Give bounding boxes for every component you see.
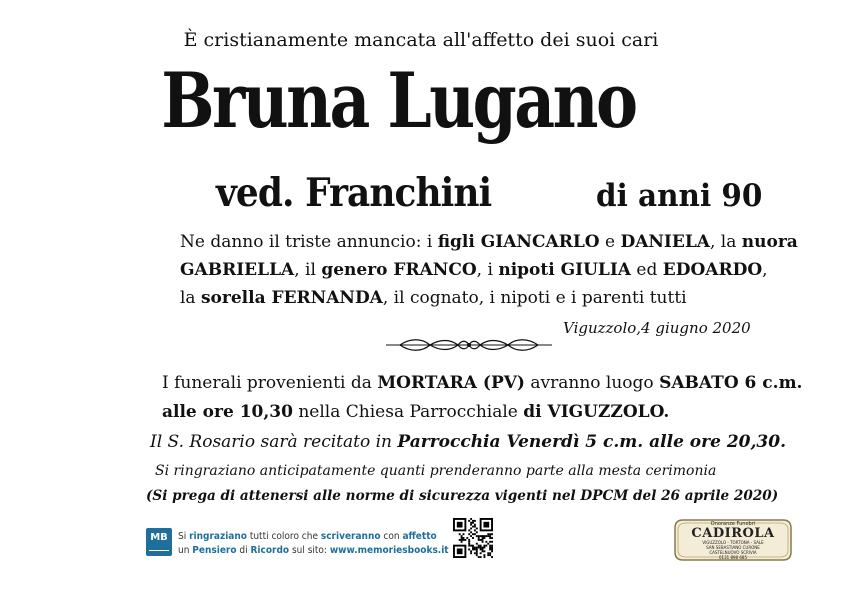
bold-text: di VIGUZZOLO. [523, 402, 670, 422]
bold-text: SABATO 6 c.m. [659, 373, 803, 393]
funeral-home-line: 0131 898 685 [719, 555, 747, 560]
text: tutti coloro che [246, 531, 321, 542]
bold-text: nipoti GIULIA [498, 260, 631, 280]
bold-text: Parrocchia Venerdì 5 c.m. alle ore 20,30. [397, 432, 786, 452]
text: Il S. Rosario sarà recitato in [150, 432, 398, 452]
highlight-text: Pensiero [192, 545, 237, 556]
announcement-line [180, 228, 798, 256]
text: di [236, 545, 251, 556]
ornament-divider [386, 337, 552, 353]
bold-text: MORTARA (PV) [377, 373, 525, 393]
age: di anni 90 [596, 178, 763, 214]
text: Ne danno il triste annuncio: i [180, 232, 438, 252]
bold-text: DANIELA [620, 232, 710, 252]
intro-line: È cristianamente mancata all'affetto dei suoi cari [183, 29, 659, 51]
text: , il cognato, i nipoti e i parenti tutti [382, 288, 687, 308]
memories-line [178, 530, 449, 544]
text: un [178, 545, 193, 556]
funeral-line [162, 398, 802, 427]
memories-logo [146, 528, 172, 556]
bold-text: alle ore 10,30 [162, 402, 293, 422]
text: , la [709, 232, 742, 252]
highlight-text: ringraziano [189, 531, 247, 542]
bold-text: EDOARDO [662, 260, 763, 280]
memories-logo-text: MB [150, 532, 168, 543]
text: la [180, 288, 201, 308]
text: e [599, 232, 621, 252]
text: con [380, 531, 403, 542]
deceased-name: Bruna Lugano [161, 56, 636, 145]
qr-code[interactable] [453, 518, 493, 558]
funeral-info [162, 369, 802, 427]
thanks-line: Si ringraziano anticipatamente quanti prenderanno parte alla mesta cerimonia [155, 463, 717, 479]
text: , i [476, 260, 499, 280]
text: , il [294, 260, 322, 280]
text: avranno luogo [524, 373, 660, 393]
text: sul sito: [289, 545, 330, 556]
bold-text: genero FRANCO [321, 260, 477, 280]
announcement [180, 228, 798, 312]
highlight-text: www.memoriesbooks.it [329, 545, 449, 556]
funeral-line [162, 369, 802, 398]
place-date: Viguzzolo,4 giugno 2020 [563, 319, 751, 337]
text: Si [178, 531, 190, 542]
funeral-home-line: VIGUZZOLO - TORTONA - SALE [702, 540, 764, 545]
bold-text: nuora [741, 232, 798, 252]
rosary-info [150, 432, 786, 452]
text: I funerali provenienti da [162, 373, 378, 393]
widow-of: ved. Franchini [216, 170, 492, 216]
highlight-text: Ricordo [250, 545, 290, 556]
highlight-text: scriveranno [320, 531, 381, 542]
text: , [762, 260, 768, 280]
safety-notice: (Si prega di attenersi alle norme di sicurezza vigenti nel DPCM del 26 aprile 2020) [146, 488, 779, 504]
announcement-line [180, 284, 798, 312]
funeral-home-brand: CADIROLA [691, 526, 775, 541]
funeral-home-line: CASTELNUOVO SCRIVIA [709, 550, 757, 555]
funeral-home-top: Onoranze Funebri [710, 521, 756, 527]
bold-text: figli GIANCARLO [437, 232, 600, 252]
announcement-line [180, 256, 798, 284]
highlight-text: affetto [402, 531, 437, 542]
memories-line [178, 544, 449, 558]
funeral-home-line: SAN SEBASTIANO CURONE [706, 545, 760, 550]
bold-text: GABRIELLA [180, 260, 295, 280]
funeral-home-logo [673, 521, 793, 560]
text: nella Chiesa Parrocchiale [292, 402, 524, 422]
text: ed [631, 260, 663, 280]
memories-text [178, 530, 449, 558]
bold-text: sorella FERNANDA [200, 288, 383, 308]
